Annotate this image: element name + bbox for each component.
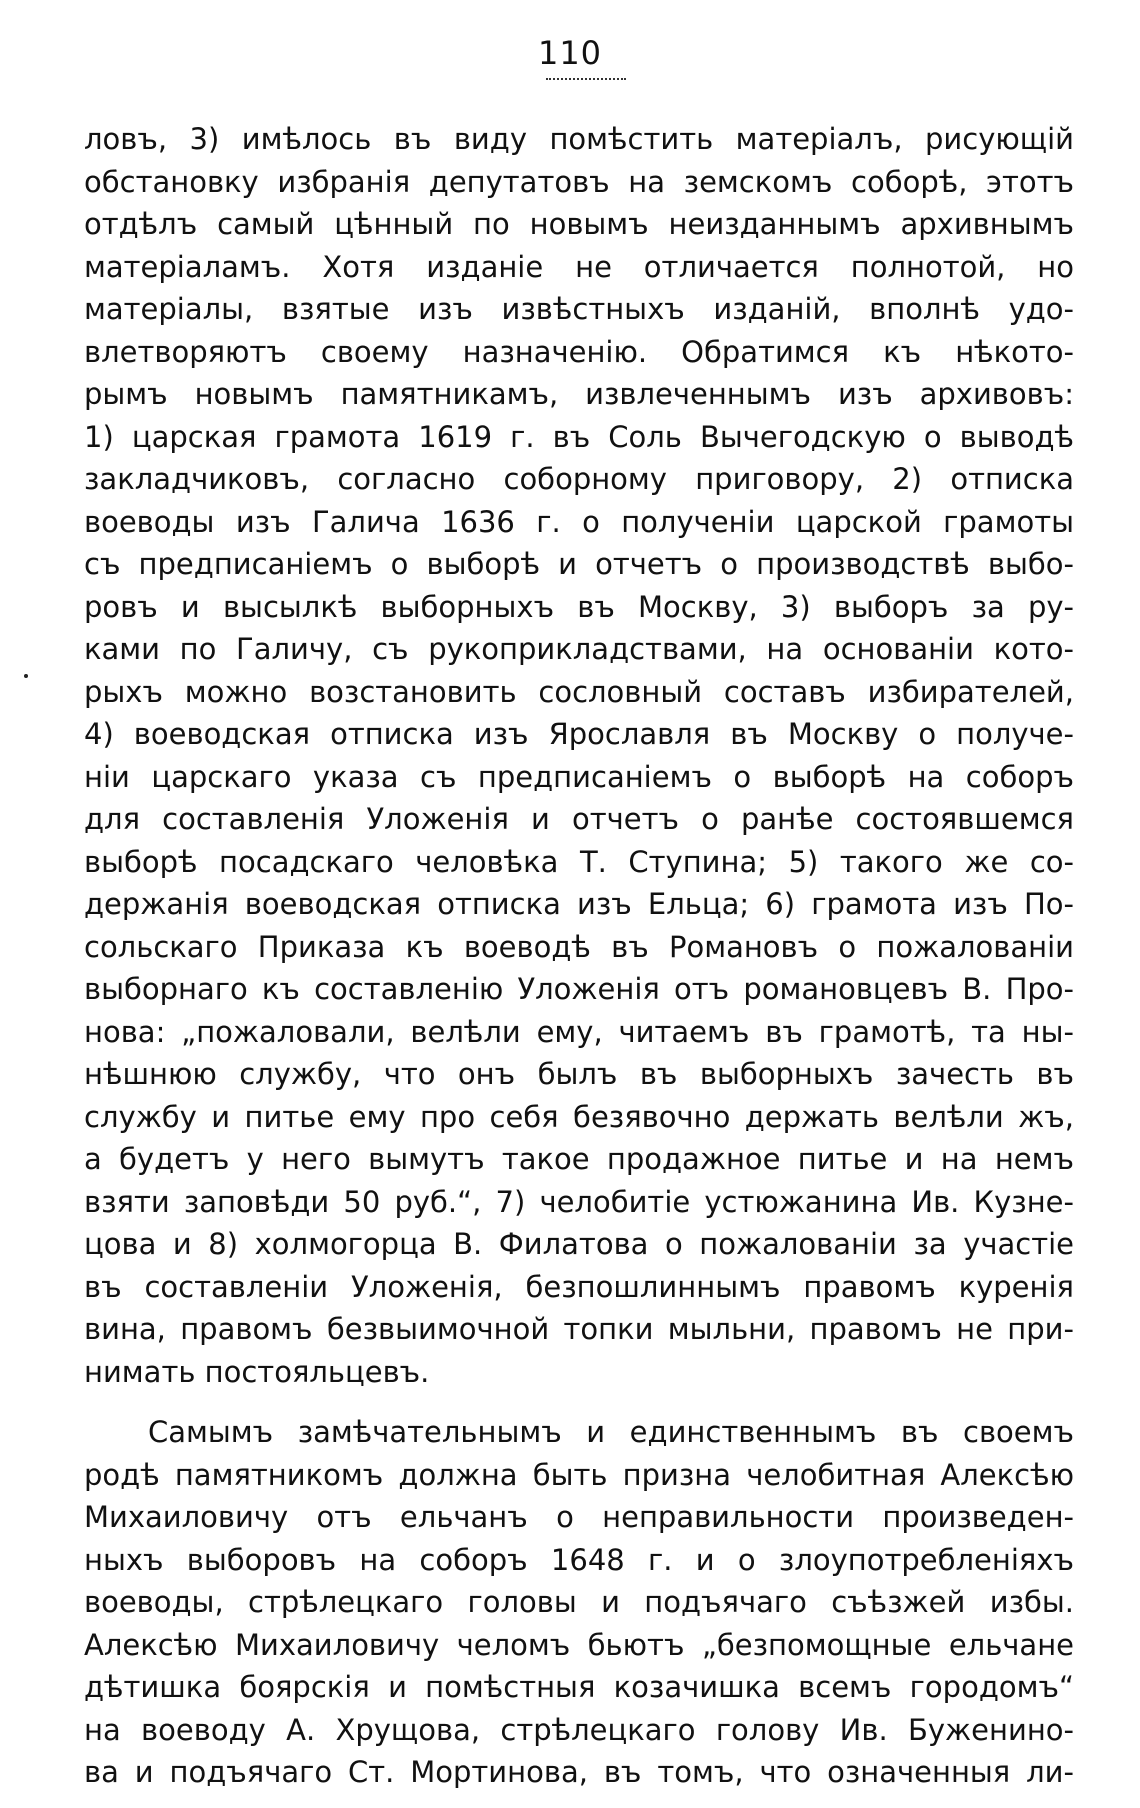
paragraph-1 bbox=[84, 118, 1074, 1393]
page-number-rule bbox=[546, 78, 626, 80]
text-line: Михаиловичу отъ ельчанъ о неправильности произведен- bbox=[84, 1500, 1074, 1534]
text-line: матеріаламъ. Хотя изданіе не отличается полнотой, но bbox=[84, 249, 1074, 284]
text-line: взяти заповѣди 50 руб.“, 7) челобитіе устюжанина Ив. Кузне- bbox=[84, 1184, 1074, 1219]
text-line: рыхъ можно возстановить сословный составъ избирателей, bbox=[84, 674, 1074, 709]
paragraph-2 bbox=[84, 1411, 1074, 1794]
text-line: воеводы, стрѣлецкаго головы и подъячаго съѣзжей избы. bbox=[84, 1585, 1074, 1619]
text-line: отдѣлъ самый цѣнный по новымъ неизданнымъ архивнымъ bbox=[84, 207, 1074, 241]
text-line: службу и питье ему про себя безявочно держать велѣли жъ, bbox=[84, 1099, 1074, 1134]
text-line: сольскаго Приказа къ воеводѣ въ Романовъ о пожалованіи bbox=[84, 929, 1074, 964]
text-line: закладчиковъ, согласно соборному приговору, 2) отписка bbox=[84, 462, 1074, 496]
text-line: на воеводу А. Хрущова, стрѣлецкаго голову Ив. Буженино- bbox=[84, 1712, 1074, 1747]
text-line: влетворяютъ своему назначенію. Обратимся къ нѣкото- bbox=[84, 334, 1074, 369]
text-line: а будетъ у него вымутъ такое продажное питье и на немъ bbox=[84, 1142, 1074, 1176]
text-line: родѣ памятникомъ должна быть призна челобитная Алексѣю bbox=[84, 1457, 1074, 1492]
text-line: нимать постояльцевъ. bbox=[84, 1354, 430, 1389]
text-line: рымъ новымъ памятникамъ, извлеченнымъ изъ архивовъ: bbox=[84, 377, 1074, 411]
text-line: ровъ и высылкѣ выборныхъ въ Москву, 3) выборъ за ру- bbox=[84, 589, 1074, 624]
text-line: съ предписаніемъ о выборѣ и отчетъ о производствѣ выбо- bbox=[84, 547, 1074, 581]
text-line: 1) царская грамота 1619 г. въ Соль Вычегодскую о выводѣ bbox=[84, 419, 1074, 454]
text-line: цова и 8) холмогорца В. Филатова о пожалованіи за участіе bbox=[84, 1227, 1074, 1261]
text-line: ками по Галичу, съ рукоприкладствами, на основаніи кото- bbox=[84, 632, 1074, 666]
text-line: держанія воеводская отписка изъ Ельца; 6) грамота изъ По- bbox=[84, 887, 1074, 921]
text-line: нова: „пожаловали, велѣли ему, читаемъ въ грамотѣ, та ны- bbox=[84, 1014, 1074, 1049]
text-line: въ составленіи Уложенія, безпошлиннымъ правомъ куренія bbox=[84, 1269, 1074, 1304]
text-line: для составленія Уложенія и отчетъ о ранѣе состоявшемся bbox=[84, 802, 1074, 836]
text-line: дѣтишка боярскія и помѣстныя козачишка всемъ городомъ“ bbox=[84, 1670, 1074, 1704]
text-line: Алексѣю Михаиловичу челомъ бьютъ „безпомощные ельчане bbox=[84, 1627, 1074, 1662]
text-line: нѣшнюю службу, что онъ былъ въ выборныхъ зачесть въ bbox=[84, 1057, 1074, 1091]
text-line: воеводы изъ Галича 1636 г. о полученіи царской грамоты bbox=[84, 504, 1074, 539]
text-line: выборѣ посадскаго человѣка Т. Ступина; 5) такого же со- bbox=[84, 844, 1074, 879]
text-line: ныхъ выборовъ на соборъ 1648 г. и о злоупотребленіяхъ bbox=[84, 1542, 1074, 1577]
text-line: выборнаго къ составленію Уложенія отъ романовцевъ В. Про- bbox=[84, 972, 1074, 1006]
text-line: обстановку избранія депутатовъ на земскомъ соборѣ, этотъ bbox=[84, 164, 1074, 199]
text-line: ловъ, 3) имѣлось въ виду помѣстить матеріалъ, рисующій bbox=[84, 122, 1074, 156]
text-line: 4) воеводская отписка изъ Ярославля въ Москву о получе- bbox=[84, 717, 1074, 751]
print-speck bbox=[24, 674, 28, 678]
text-line: Самымъ замѣчательнымъ и единственнымъ въ своемъ bbox=[148, 1415, 1074, 1449]
text-line: ва и подъячаго Ст. Мортинова, въ томъ, что означенныя ли- bbox=[84, 1755, 1074, 1789]
body-text bbox=[84, 118, 1074, 1794]
text-line: ніи царскаго указа съ предписаніемъ о выборѣ на соборъ bbox=[84, 759, 1074, 794]
text-line: вина, правомъ безвыимочной топки мыльни, правомъ не при- bbox=[84, 1312, 1074, 1346]
page-number: 110 bbox=[537, 34, 603, 72]
text-line: матеріалы, взятые изъ извѣстныхъ изданій, вполнѣ удо- bbox=[84, 292, 1074, 326]
